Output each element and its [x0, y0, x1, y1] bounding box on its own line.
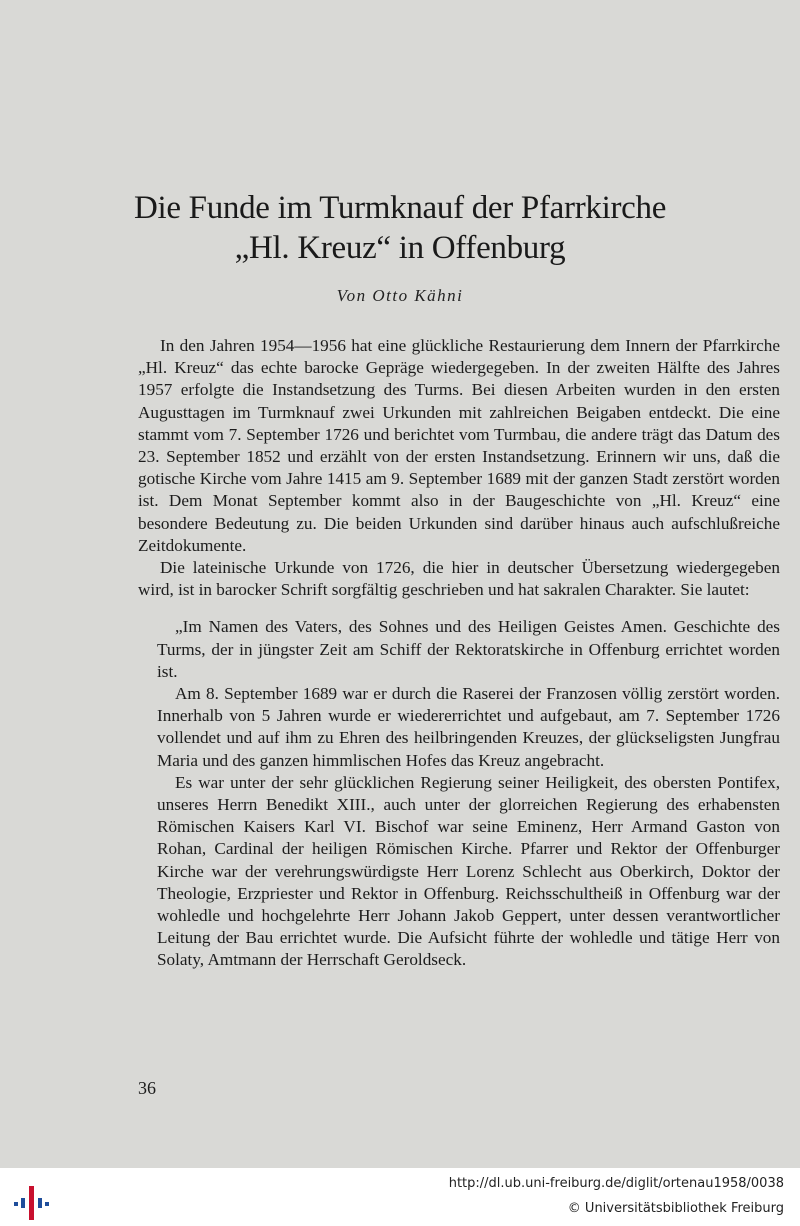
quote-paragraph: Es war unter der sehr glücklichen Regierung seiner Heiligkeit, des obersten Pontifex, unseres Herrn Benedikt XIII., auch unter der glorreichen Regierung des erhabensten Römischen Kaisers Karl VI. Bischof war seine Eminenz, Herr Armand Gaston von Rohan, Cardinal der heiligen Römischen Kirche. Pfarrer und Rektor der Offenburger Kirche war der verehrungswürdigste Herr Lorenz Schlecht aus Oberkirch, Doktor der Theologie, Erzpriester und Rektor in Offenburg. Reichsschultheiß in Offenburg war der wohledle und hochgelehrte Herr Johann Jakob Geppert, unter dessen verantwortlicher Leitung der Bau errichtet wurde. Die Aufsicht führte der wohledle und tätige Herr von Solaty, Amtmann der Herrschaft Geroldseck.	[157, 772, 780, 970]
article-author: Von Otto Kähni	[336, 286, 464, 305]
page-number: 36	[138, 1078, 156, 1098]
quote-paragraph: „Im Namen des Vaters, des Sohnes und des Heiligen Geistes Amen. Geschichte des Turms, der in jüngster Zeit am Schiff der Rektoratskirche in Offenburg errichtet worden ist.	[157, 617, 780, 681]
document-quote	[157, 616, 780, 971]
ub-freiburg-logo-icon[interactable]	[12, 1178, 52, 1220]
body-paragraph: In den Jahren 1954—1956 hat eine glückliche Restaurierung dem Innern der Pfarrkirche „Hl. Kreuz“ das echte barocke Gepräge wiedergegeben. In der zweiten Hälfte des Jahres 1957 erfolgte die Instandsetzung des Turms. Bei diesen Arbeiten wurden in den ersten Augusttagen im Turmknauf zwei Urkunden mit zahlreichen Beigaben entdeckt. Die eine stammt vom 7. September 1726 und berichtet vom Turmbau, die andere trägt das Datum des 23. September 1852 und erzählt von der ersten Instandsetzung. Erinnern wir uns, daß die gotische Kirche vom Jahre 1415 am 9. September 1689 mit der ganzen Stadt zerstört worden ist. Dem Monat September kommt also in der Baugeschichte von „Hl. Kreuz“ eine besondere Bedeutung zu. Die beiden Urkunden sind darüber hinaus auch aufschlußreiche Zeitdokumente.	[138, 336, 780, 555]
copyright-notice: © Universitätsbibliothek Freiburg	[567, 1201, 784, 1216]
quote-paragraph: Am 8. September 1689 war er durch die Raserei der Franzosen völlig zerstört worden. Innerhalb von 5 Jahren wurde er wiedererrichtet und aufgebaut, am 7. September 1726 vollendet und auf ihm zu Ehren des heilbringenden Kreuzes, der glückseligsten Jungfrau Maria und des ganzen himmlischen Hofes das Kreuz angebracht.	[157, 684, 780, 770]
title-line-1: Die Funde im Turmknauf der Pfarrkirche	[133, 190, 667, 226]
source-url-link[interactable]: http://dl.ub.uni-freiburg.de/diglit/ortenau1958/0038	[448, 1176, 784, 1191]
article-body	[138, 335, 780, 972]
title-line-2: „Hl. Kreuz“ in Offenburg	[234, 230, 566, 266]
body-paragraph: Die lateinische Urkunde von 1726, die hier in deutscher Übersetzung wiedergegeben wird, ist in barocker Schrift sorgfältig geschrieben und hat sakralen Charakter. Sie lautet:	[138, 558, 780, 600]
viewer-footer	[0, 1168, 800, 1226]
article-title	[0, 188, 800, 268]
